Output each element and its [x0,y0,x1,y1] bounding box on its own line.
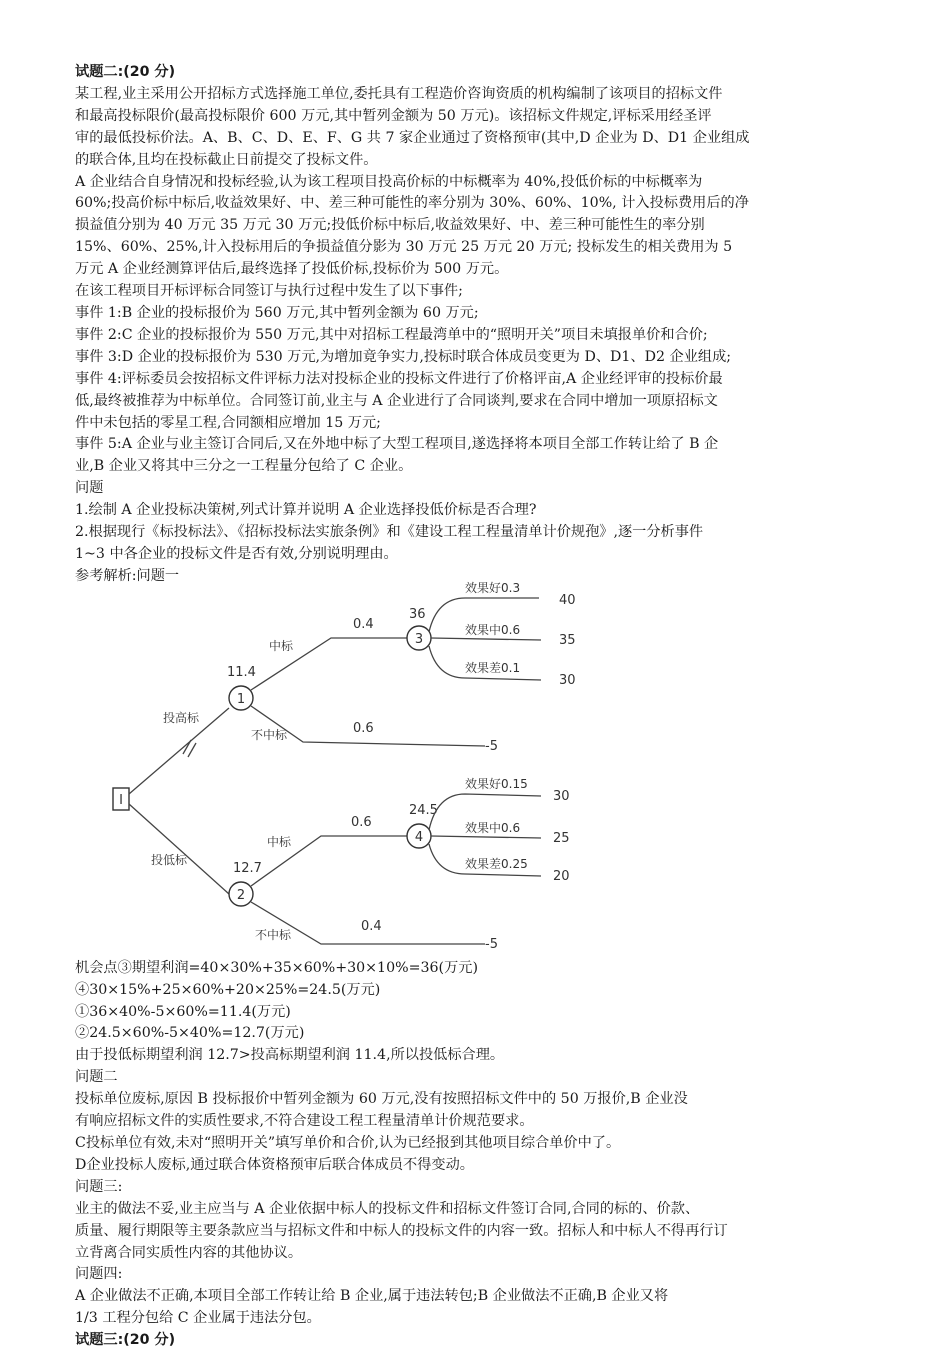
text-line: 万元 A 企业经测算评估后,最终选择了投低价标,投标价为 500 万元。 [75,261,509,278]
node-1-label: 1 [236,691,246,707]
node-2-label: 2 [236,887,246,903]
text-line: 投标单位废标,原因 B 投标报价中暂列金额为 60 万元,没有按照招标文件中的 50 万报价,B 企业没 [75,1091,688,1108]
high-bad-label: 效果差0.1 [465,660,521,675]
ev-node-4: 24.5 [409,802,438,818]
text-line: 在该工程项目开标评标合同签订与执行过程中发生了以下事件; [75,283,463,300]
text-line: 事件 1:B 企业的投标报价为 560 万元,其中暂列金额为 60 万元; [75,304,479,321]
text-line: 事件 5:A 企业与业主签订合同后,又在外地中标了大型工程项目,遂选择将本项目全部工作转让给了 B 企 [75,436,719,453]
text-line: 由于投低标期望利润 12.7>投高标期望利润 11.4,所以投低标合理。 [75,1047,505,1064]
value-high-mid: 35 [559,632,576,648]
text-line: 质量、履行期限等主要条款应当与招标文件和中标人的投标文件的内容一致。招标人和中标人不得再行订 [75,1222,728,1239]
text-line: ②24.5×60%-5×40%=12.7(万元) [75,1025,305,1042]
value-high-good: 40 [559,592,576,608]
root-label: I [119,792,123,808]
text-line: ①36×40%-5×60%=11.4(万元) [75,1003,291,1020]
section-label: 问题四: [75,1266,123,1283]
text-line: 15%、60%、25%,计入投标用后的争损益值分影为 30 万元 25 万元 20 万元; 投标发生的相关费用为 5 [75,239,733,256]
text-line: 损益值分别为 40 万元 35 万元 30 万元;投低价标中标后,收益效果好、中、差三种可能性生的率分别 [75,217,705,234]
node-3-label: 3 [414,631,424,647]
next-question-heading: 试题三:(20 分) [75,1332,176,1349]
text-line: 1.绘制 A 企业投标决策树,列式计算并说明 A 企业选择投低价标是否合理? [75,502,537,519]
text-line: ④30×15%+25×60%+20×25%=24.5(万元) [75,981,381,998]
text-line: 某工程,业主采用公开招标方式选择施工单位,委托具有工程造价咨询资质的机构编制了该项目的招标文件 [75,85,723,102]
text-line: D企业投标人废标,通过联合体资格预审后联合体成员不得变动。 [75,1156,474,1173]
text-line: C投标单位有效,未对“照明开关”填写单价和合价,认为已经报到其他项目综合单价中了。 [75,1135,621,1151]
document-page [75,62,865,1352]
text-line: 机会点③期望利润=40×30%+35×60%+30×10%=36(万元) [75,959,478,976]
high-bid-label: 投高标 [163,710,200,725]
low-mid-label: 效果中0.6 [465,820,521,835]
p-low-win: 0.6 [351,814,372,830]
text-line: 件中未包括的零星工程,合同额相应增加 15 万元; [75,414,381,431]
ev-node-1: 11.4 [227,664,256,680]
node-4-label: 4 [414,829,424,845]
text-line: 事件 3:D 企业的投标报价为 530 万元,为增加竟争实力,投标时联合体成员变更为 D、D1、D2 企业组成; [75,348,732,365]
low-good-label: 效果好0.15 [465,776,528,791]
high-win-label: 中标 [269,638,294,653]
question-heading: 试题二:(20 分) [75,64,176,80]
text-line: 立背离合同实质性内容的其他协议。 [75,1244,303,1261]
branch-high-mid [431,638,541,640]
ev-node-2: 12.7 [233,860,262,876]
text-line: 事件 4:评标委员会按招标文件评标力法对投标企业的投标文件进行了价格评亩,A 企业经评审的投标价最 [75,370,723,387]
high-lose-label: 不中标 [251,727,288,742]
section-label: 问题二 [75,1069,118,1086]
p-low-lose: 0.4 [361,918,382,934]
intro-text [75,84,865,588]
text-line: 审的最低投标价法。A、B、C、D、E、F、G 共 7 家企业通过了资格预审(其中,D 企业为 D、D1 企业组成 [75,129,750,146]
value-low-bad: 20 [553,868,570,884]
high-good-label: 效果好0.3 [465,580,521,595]
ev-node-3: 36 [409,606,426,622]
decision-tree [91,580,591,956]
value-high-lose: -5 [485,738,498,754]
value-low-lose: -5 [485,936,498,952]
low-lose-label: 不中标 [255,927,292,942]
low-win-label: 中标 [267,834,292,849]
text-line: 业主的做法不妥,业主应当与 A 企业依据中标人的投标文件和招标文件签订合同,合同的标的、价款、 [75,1200,700,1217]
text-line: 业,B 企业又将其中三分之一工程量分包给了 C 企业。 [75,458,413,475]
branch-low-mid [431,836,541,838]
text-line: 1/3 工程分包给 C 企业属于违法分包。 [75,1310,321,1327]
p-high-win: 0.4 [353,616,374,632]
text-line: 60%;投高价标中标后,收益效果好、中、差三种可能性的率分别为 30%、60%、10%, 计入投标费用后的净 [75,195,749,212]
high-mid-label: 效果中0.6 [465,622,521,637]
low-bid-label: 投低标 [151,852,188,867]
text-line: 低,最终被推荐为中标单位。合同签订前,业主与 A 企业进行了合同谈判,要求在合同中增加一项原招标文 [75,392,718,409]
value-high-bad: 30 [559,672,576,688]
branch-low-bid [129,804,229,894]
p-high-lose: 0.6 [353,720,374,736]
low-bad-label: 效果差0.25 [465,856,528,871]
answer-text [75,958,865,1330]
section-label: 问题三: [75,1178,123,1195]
value-low-mid: 25 [553,830,570,846]
text-line: 1~3 中各企业的投标文件是否有效,分别说明理由。 [75,545,398,562]
text-line: A 企业做法不正确,本项目全部工作转让给 B 企业,属于违法转包;B 企业做法不正确,B 企业又将 [75,1288,669,1305]
text-line: 问题 [75,480,104,497]
pruned-mark [188,743,196,757]
text-line: 事件 2:C 企业的投标报价为 550 万元,其中对招标工程最湾单中的“照明开关”项目未填报单价和合价; [75,326,708,343]
value-low-good: 30 [553,788,570,804]
text-line: 的联合体,且均在投标截止日前提交了投标文件。 [75,151,378,168]
text-line: 参考解析:问题一 [75,567,180,584]
text-line: A 企业结合自身情况和投标经验,认为该工程项目投高价标的中标概率为 40%,投低价标的中标概率为 [75,173,703,190]
text-line: 和最高投标限价(最高投标限价 600 万元,其中暂列金额为 50 万元)。该招标文件规定,评标采用经圣评 [75,107,712,124]
text-line: 2.根据现行《标投标法》、《招标投标法实旅条例》和《建设工程工程量清单计价规孢》,逐一分析事件 [75,524,704,541]
text-line: 有响应招标文件的实质性要求,不符合建设工程工程量清单计价规范要求。 [75,1113,534,1130]
